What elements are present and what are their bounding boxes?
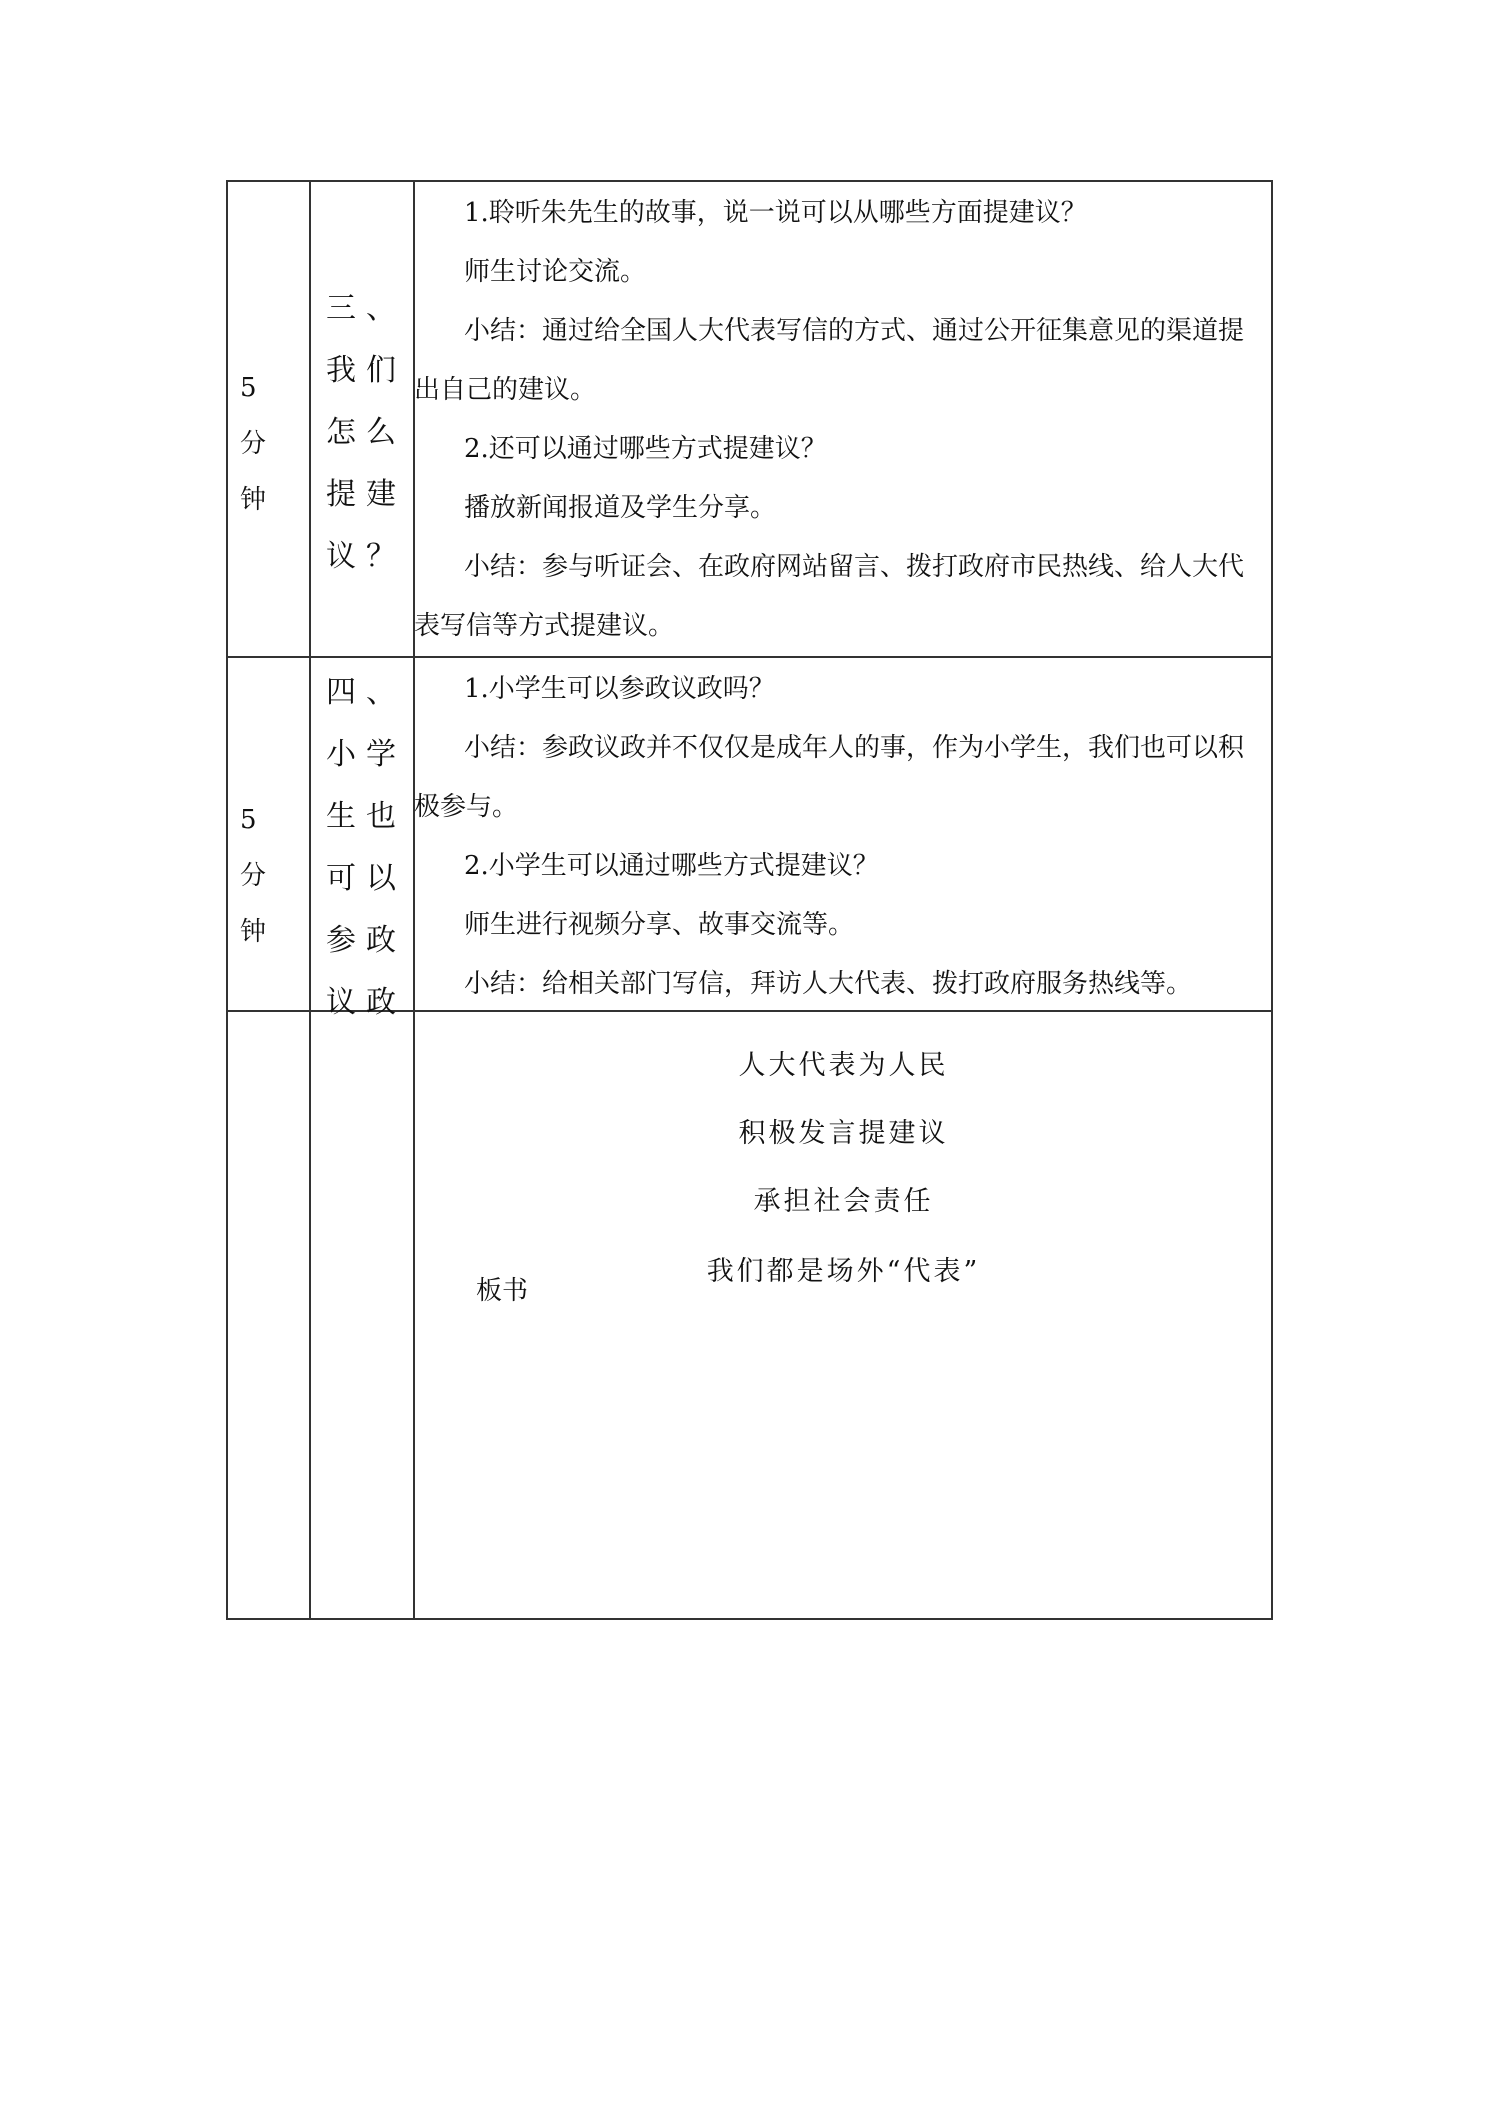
board-line-3: 承担社会责任 [753,1186,934,1217]
row-1-time: 5 分钟 [240,373,283,515]
column-divider-1 [309,180,311,1620]
table-border-right [1271,180,1273,1620]
row-2-line-4: 师生进行视频分享、故事交流等。 [464,910,855,940]
table-border-top [226,180,1273,182]
row-2-line-1: 1.小学生可以参政议政吗？ [464,674,775,704]
row-2-line-5: 小结：给相关部门写信，拜访人大代表、拨打政府服务热线等。 [464,969,1193,999]
lesson-plan-table [226,180,1273,1620]
row-1-line-4: 2.还可以通过哪些方式提建议？ [464,434,827,464]
board-line-1: 人大代表为人民 [738,1050,949,1081]
row-2-time: 5 分钟 [240,805,283,947]
row-1-line-6: 小结：参与听证会、在政府网站留言、拨打政府市民热线、给人大代表写信等方式提建议。 [414,552,1245,641]
table-border-bottom [226,1618,1273,1620]
board-line-4: 我们都是场外“代表” [706,1256,981,1287]
row-1-line-5: 播放新闻报道及学生分享。 [464,493,777,523]
row-1-title: 三、我们怎么提建议？ [326,291,406,574]
board-label: 板书 [476,1276,529,1306]
row-2-title: 四、小学生也可以参政议政 [326,675,406,1020]
row-divider-1 [226,656,1273,658]
row-2-line-2: 小结：参政议政并不仅仅是成年人的事，作为小学生，我们也可以积极参与。 [414,733,1245,822]
row-1-line-3: 小结：通过给全国人大代表写信的方式、通过公开征集意见的渠道提出自己的建议。 [414,316,1245,405]
table-border-left [226,180,228,1620]
row-1-content [414,184,1260,656]
row-1-line-1: 1.聆听朱先生的故事，说一说可以从哪些方面提建议？ [464,198,1087,228]
row-2-line-3: 2.小学生可以通过哪些方式提建议？ [464,851,879,881]
row-1-line-2: 师生讨论交流。 [464,257,647,287]
row-2-content [414,660,1260,1014]
board-line-2: 积极发言提建议 [738,1118,949,1149]
